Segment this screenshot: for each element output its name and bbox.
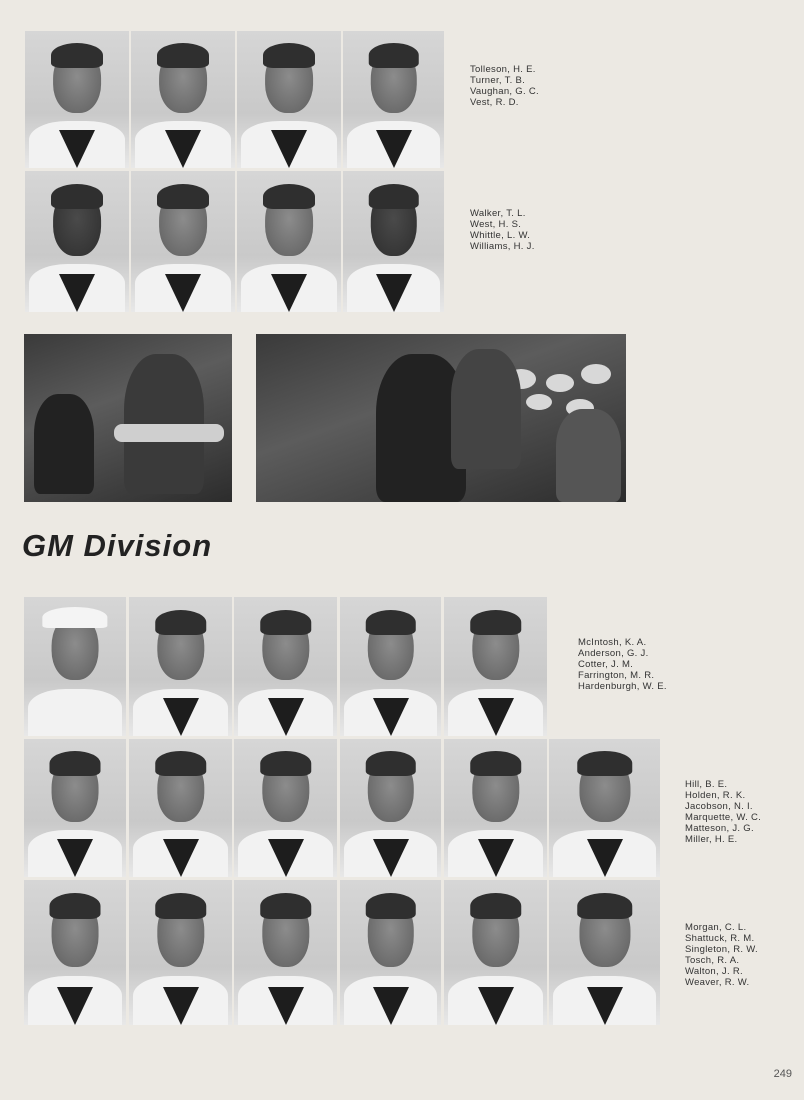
portrait-turner bbox=[131, 31, 235, 168]
name: Tolleson, H. E. bbox=[470, 64, 536, 75]
name: Miller, H. E. bbox=[685, 834, 738, 845]
name: Whittle, L. W. bbox=[470, 230, 531, 241]
portrait-singleton bbox=[234, 880, 337, 1025]
action-photo-right bbox=[256, 334, 626, 502]
name: Anderson, G. J. bbox=[578, 648, 649, 659]
name: Tosch, R. A. bbox=[685, 955, 740, 966]
name: Marquette, W. C. bbox=[685, 812, 762, 823]
portrait-hardenburgh bbox=[444, 597, 547, 736]
name: Morgan, C. L. bbox=[685, 922, 747, 933]
name-list-row-4 bbox=[685, 779, 761, 845]
name: Farrington, M. R. bbox=[578, 670, 655, 681]
name: Holden, R. K. bbox=[685, 790, 746, 801]
portrait-west bbox=[131, 171, 235, 312]
portrait-anderson bbox=[129, 597, 232, 736]
portrait-shattuck bbox=[129, 880, 232, 1025]
page-number: 249 bbox=[773, 1068, 792, 1080]
name: Jacobson, N. I. bbox=[685, 801, 753, 812]
portrait-walker bbox=[25, 171, 129, 312]
name-list-row-2 bbox=[470, 208, 535, 252]
name: Vaughan, G. C. bbox=[470, 86, 539, 97]
name: Walker, T. L. bbox=[470, 208, 526, 219]
portrait-williams bbox=[343, 171, 444, 312]
portrait-morgan bbox=[24, 880, 126, 1025]
name: Singleton, R. W. bbox=[685, 944, 758, 955]
portrait-mcintosh bbox=[24, 597, 126, 736]
name-list-row-5 bbox=[685, 922, 758, 988]
portrait-holden bbox=[129, 739, 232, 877]
section-title: GM Division bbox=[22, 528, 213, 563]
name: Weaver, R. W. bbox=[685, 977, 750, 988]
portrait-weaver bbox=[549, 880, 660, 1025]
name: Matteson, J. G. bbox=[685, 823, 754, 834]
portrait-walton bbox=[444, 880, 547, 1025]
name: Turner, T. B. bbox=[470, 75, 526, 86]
portrait-cotter bbox=[234, 597, 337, 736]
name: Hardenburgh, W. E. bbox=[578, 681, 667, 692]
name: McIntosh, K. A. bbox=[578, 637, 647, 648]
portrait-tolleson bbox=[25, 31, 129, 168]
name: Shattuck, R. M. bbox=[685, 933, 755, 944]
name: Cotter, J. M. bbox=[578, 659, 634, 670]
portrait-hill bbox=[24, 739, 126, 877]
portrait-vaughan bbox=[237, 31, 341, 168]
portrait-miller bbox=[549, 739, 660, 877]
name: Williams, H. J. bbox=[470, 241, 535, 252]
name: Hill, B. E. bbox=[685, 779, 728, 790]
name: West, H. S. bbox=[470, 219, 522, 230]
portrait-whittle bbox=[237, 171, 341, 312]
portrait-matteson bbox=[444, 739, 547, 877]
name-list-row-3 bbox=[578, 637, 667, 692]
name-list-row-1 bbox=[470, 64, 539, 108]
portrait-farrington bbox=[340, 597, 441, 736]
portrait-vest bbox=[343, 31, 444, 168]
action-photo-left bbox=[24, 334, 232, 502]
name: Walton, J. R. bbox=[685, 966, 743, 977]
portrait-tosch bbox=[340, 880, 441, 1025]
portrait-marquette bbox=[340, 739, 441, 877]
name: Vest, R. D. bbox=[470, 97, 519, 108]
portrait-jacobson bbox=[234, 739, 337, 877]
